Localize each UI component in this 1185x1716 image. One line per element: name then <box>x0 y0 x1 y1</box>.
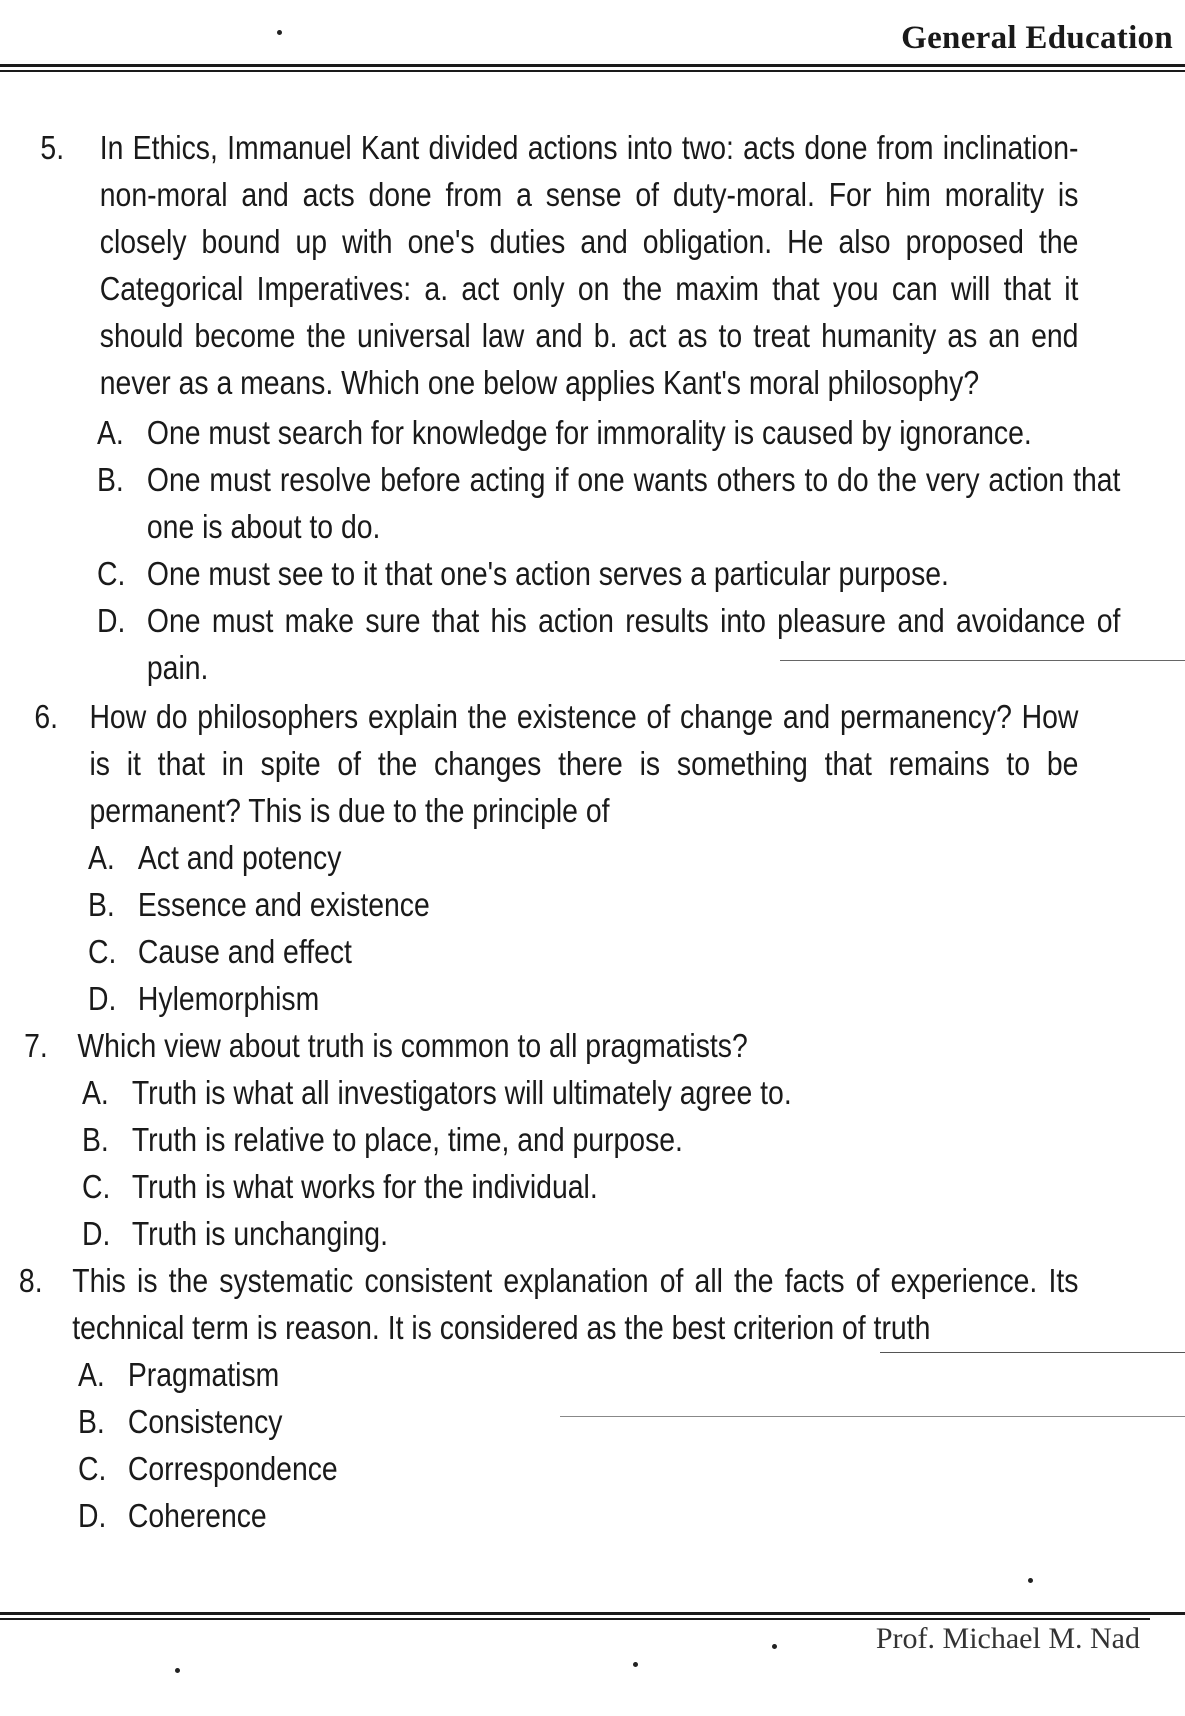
option-letter: C. <box>82 1168 111 1205</box>
option-letter: D. <box>88 980 117 1017</box>
option-text: One must search for knowledge for immorality is caused by ignorance. <box>146 414 1032 451</box>
option-d <box>97 597 1120 691</box>
footer-rule-secondary <box>0 1618 1150 1620</box>
option-b <box>78 1398 282 1445</box>
scan-line <box>560 1416 1185 1417</box>
option-letter: C. <box>78 1450 107 1487</box>
option-c <box>88 928 352 975</box>
option-letter: A. <box>97 414 124 451</box>
option-text: Act and potency <box>137 839 342 876</box>
option-letter: A. <box>82 1074 109 1111</box>
scan-speck <box>772 1644 777 1649</box>
footer-author: Prof. Michael M. Nad <box>875 1622 1140 1655</box>
option-b <box>97 456 1120 550</box>
scan-speck <box>633 1662 638 1667</box>
option-text: Truth is what all investigators will ultimately agree to. <box>131 1074 792 1111</box>
option-c <box>97 550 949 597</box>
option-text: Cause and effect <box>137 933 352 970</box>
option-text: One must make sure that his action results into pleasure and avoidance of pain. <box>146 602 1121 686</box>
question-text: Which view about truth is common to all pragmatists? <box>77 1027 748 1064</box>
header-rule <box>0 64 1185 67</box>
option-letter: B. <box>82 1121 109 1158</box>
option-c <box>82 1163 598 1210</box>
scan-line <box>880 1352 1185 1353</box>
option-letter: D. <box>82 1215 111 1252</box>
question-number: 6. <box>34 698 59 735</box>
option-letter: A. <box>78 1356 105 1393</box>
option-text: Pragmatism <box>127 1356 280 1393</box>
scan-speck <box>277 30 282 35</box>
scan-speck <box>1028 1578 1033 1583</box>
option-text: Hylemorphism <box>137 980 320 1017</box>
scan-speck <box>175 1668 180 1673</box>
option-text: Truth is unchanging. <box>131 1215 388 1252</box>
option-c <box>78 1445 338 1492</box>
option-letter: C. <box>97 555 126 592</box>
option-text: Truth is what works for the individual. <box>131 1168 598 1205</box>
option-text: One must resolve before acting if one wants others to do the very action that one is about to do. <box>146 461 1121 545</box>
question-text: This is the systematic consistent explanation of all the facts of experience. Its technical term is reason. It is considered as the best criterion of truth <box>72 1262 1079 1346</box>
option-letter: B. <box>97 461 124 498</box>
question-text: In Ethics, Immanuel Kant divided actions into two: acts done from inclination-non-moral and acts done from a sense of duty-moral. For him morality is closely bound up with one's duties and obligation. He also proposed the Categorical Imperatives: a. act only on the maxim that you can will that it should become the universal law and b. act as to treat humanity as an end never as a means. Which one below applies Kant's moral philosophy? <box>99 129 1079 401</box>
question-text: How do philosophers explain the existence of change and permanency? How is it that in spite of the changes there is something that remains to be permanent? This is due to the principle of <box>89 698 1079 829</box>
option-letter: B. <box>88 886 115 923</box>
question-number: 8. <box>18 1262 43 1299</box>
option-letter: B. <box>78 1403 105 1440</box>
footer-rule <box>0 1612 1185 1615</box>
option-d <box>88 975 319 1022</box>
question-number: 5. <box>40 129 65 166</box>
page-header-title: General Education <box>901 20 1173 56</box>
option-text: Correspondence <box>127 1450 338 1487</box>
option-b <box>82 1116 683 1163</box>
option-a <box>97 409 1032 456</box>
option-letter: C. <box>88 933 117 970</box>
option-letter: D. <box>97 602 126 639</box>
scan-line <box>780 660 1185 661</box>
option-text: Essence and existence <box>137 886 430 923</box>
header-rule-secondary <box>0 70 1185 72</box>
option-d <box>78 1492 267 1539</box>
option-b <box>88 881 430 928</box>
option-a <box>78 1351 279 1398</box>
option-text: One must see to it that one's action serves a particular purpose. <box>146 555 949 592</box>
option-d <box>82 1210 388 1257</box>
question-number: 7. <box>24 1027 48 1064</box>
option-text: Consistency <box>127 1403 283 1440</box>
option-a <box>88 834 341 881</box>
option-text: Coherence <box>127 1497 267 1534</box>
option-letter: D. <box>78 1497 107 1534</box>
option-letter: A. <box>88 839 115 876</box>
option-a <box>82 1069 792 1116</box>
option-text: Truth is relative to place, time, and purpose. <box>131 1121 683 1158</box>
